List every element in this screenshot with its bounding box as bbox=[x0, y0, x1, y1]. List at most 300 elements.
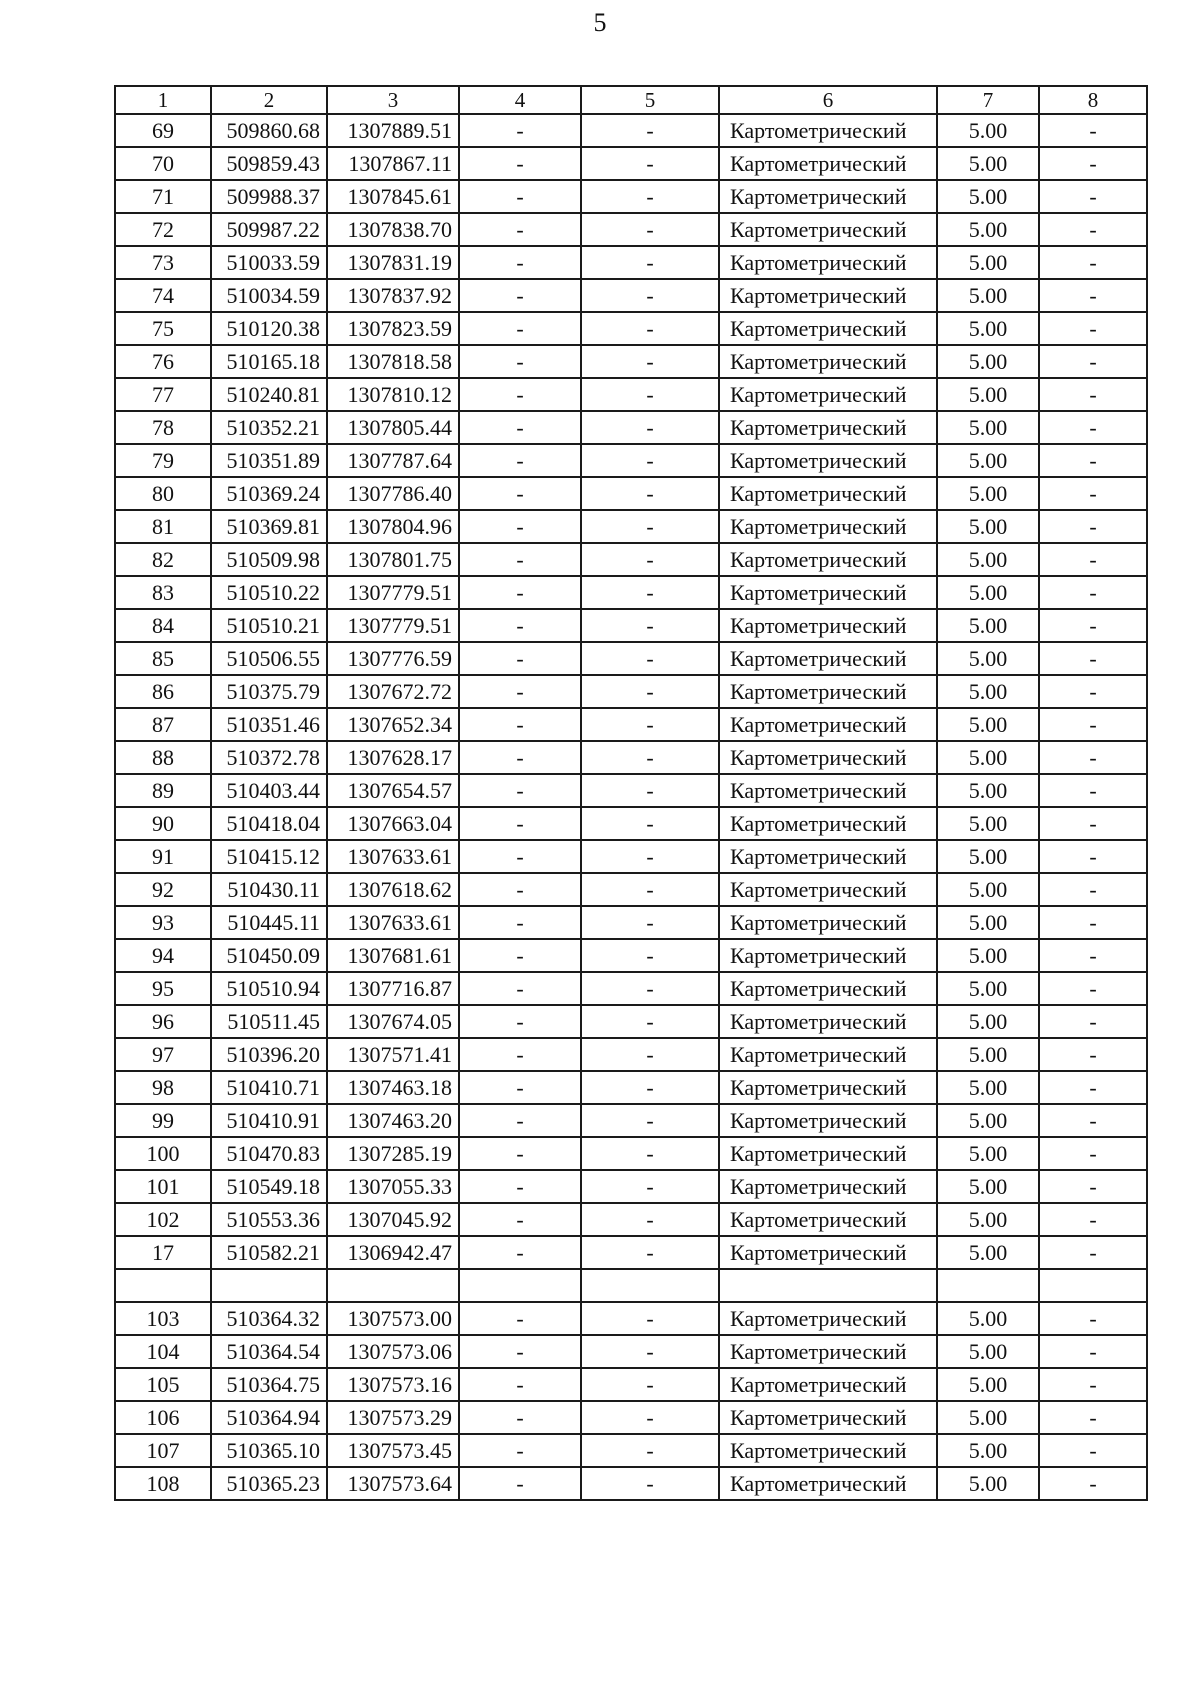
x-coordinate-cell: 510369.81 bbox=[211, 510, 327, 543]
y-coordinate-cell: 1307663.04 bbox=[327, 807, 459, 840]
point-number-cell: 17 bbox=[115, 1236, 211, 1269]
accuracy-cell bbox=[937, 1269, 1039, 1302]
method-cell: Картометрический bbox=[719, 1071, 937, 1104]
col5-cell: - bbox=[581, 708, 719, 741]
col4-cell: - bbox=[459, 312, 581, 345]
col5-cell: - bbox=[581, 1434, 719, 1467]
col4-cell: - bbox=[459, 840, 581, 873]
table-row bbox=[115, 444, 1147, 477]
x-coordinate-cell bbox=[211, 1269, 327, 1302]
method-cell: Картометрический bbox=[719, 114, 937, 147]
col5-cell: - bbox=[581, 147, 719, 180]
y-coordinate-cell: 1307838.70 bbox=[327, 213, 459, 246]
table-row bbox=[115, 774, 1147, 807]
accuracy-cell: 5.00 bbox=[937, 1335, 1039, 1368]
x-coordinate-cell: 510365.10 bbox=[211, 1434, 327, 1467]
x-coordinate-cell: 510415.12 bbox=[211, 840, 327, 873]
method-cell: Картометрический bbox=[719, 180, 937, 213]
col8-cell: - bbox=[1039, 477, 1147, 510]
x-coordinate-cell: 510396.20 bbox=[211, 1038, 327, 1071]
y-coordinate-cell: 1307633.61 bbox=[327, 840, 459, 873]
table-row bbox=[115, 114, 1147, 147]
table-row bbox=[115, 1104, 1147, 1137]
col5-cell: - bbox=[581, 675, 719, 708]
col5-cell bbox=[581, 1269, 719, 1302]
x-coordinate-cell: 510364.94 bbox=[211, 1401, 327, 1434]
col5-cell: - bbox=[581, 807, 719, 840]
y-coordinate-cell: 1307867.11 bbox=[327, 147, 459, 180]
col5-cell: - bbox=[581, 1302, 719, 1335]
header-cell-5: 5 bbox=[581, 86, 719, 114]
y-coordinate-cell: 1307779.51 bbox=[327, 609, 459, 642]
x-coordinate-cell: 510364.32 bbox=[211, 1302, 327, 1335]
col8-cell: - bbox=[1039, 510, 1147, 543]
y-coordinate-cell: 1307652.34 bbox=[327, 708, 459, 741]
point-number-cell: 93 bbox=[115, 906, 211, 939]
method-cell: Картометрический bbox=[719, 807, 937, 840]
method-cell: Картометрический bbox=[719, 1170, 937, 1203]
y-coordinate-cell: 1307804.96 bbox=[327, 510, 459, 543]
method-cell: Картометрический bbox=[719, 1302, 937, 1335]
col8-cell: - bbox=[1039, 1170, 1147, 1203]
y-coordinate-cell: 1307801.75 bbox=[327, 543, 459, 576]
x-coordinate-cell: 510430.11 bbox=[211, 873, 327, 906]
col5-cell: - bbox=[581, 873, 719, 906]
col5-cell: - bbox=[581, 741, 719, 774]
accuracy-cell: 5.00 bbox=[937, 1368, 1039, 1401]
method-cell: Картометрический bbox=[719, 1203, 937, 1236]
x-coordinate-cell: 510510.94 bbox=[211, 972, 327, 1005]
accuracy-cell: 5.00 bbox=[937, 411, 1039, 444]
header-cell-6: 6 bbox=[719, 86, 937, 114]
accuracy-cell: 5.00 bbox=[937, 1071, 1039, 1104]
method-cell: Картометрический bbox=[719, 411, 937, 444]
method-cell: Картометрический bbox=[719, 576, 937, 609]
x-coordinate-cell: 510351.89 bbox=[211, 444, 327, 477]
point-number-cell: 102 bbox=[115, 1203, 211, 1236]
method-cell: Картометрический bbox=[719, 774, 937, 807]
accuracy-cell: 5.00 bbox=[937, 279, 1039, 312]
table-row bbox=[115, 642, 1147, 675]
x-coordinate-cell: 509859.43 bbox=[211, 147, 327, 180]
accuracy-cell: 5.00 bbox=[937, 609, 1039, 642]
col5-cell: - bbox=[581, 1401, 719, 1434]
y-coordinate-cell: 1307463.20 bbox=[327, 1104, 459, 1137]
point-number-cell: 107 bbox=[115, 1434, 211, 1467]
col8-cell: - bbox=[1039, 774, 1147, 807]
accuracy-cell: 5.00 bbox=[937, 576, 1039, 609]
table-row bbox=[115, 1269, 1147, 1302]
x-coordinate-cell: 510582.21 bbox=[211, 1236, 327, 1269]
table-header bbox=[115, 86, 1147, 114]
method-cell: Картометрический bbox=[719, 708, 937, 741]
col8-cell: - bbox=[1039, 1401, 1147, 1434]
col5-cell: - bbox=[581, 972, 719, 1005]
method-cell: Картометрический bbox=[719, 1335, 937, 1368]
y-coordinate-cell: 1307573.29 bbox=[327, 1401, 459, 1434]
method-cell: Картометрический bbox=[719, 147, 937, 180]
x-coordinate-cell: 510553.36 bbox=[211, 1203, 327, 1236]
col8-cell: - bbox=[1039, 1071, 1147, 1104]
col5-cell: - bbox=[581, 1368, 719, 1401]
method-cell: Картометрический bbox=[719, 1137, 937, 1170]
y-coordinate-cell: 1307674.05 bbox=[327, 1005, 459, 1038]
x-coordinate-cell: 510352.21 bbox=[211, 411, 327, 444]
accuracy-cell: 5.00 bbox=[937, 807, 1039, 840]
col4-cell: - bbox=[459, 345, 581, 378]
point-number-cell: 76 bbox=[115, 345, 211, 378]
x-coordinate-cell: 509988.37 bbox=[211, 180, 327, 213]
x-coordinate-cell: 510506.55 bbox=[211, 642, 327, 675]
accuracy-cell: 5.00 bbox=[937, 312, 1039, 345]
table-row bbox=[115, 345, 1147, 378]
y-coordinate-cell bbox=[327, 1269, 459, 1302]
x-coordinate-cell: 510549.18 bbox=[211, 1170, 327, 1203]
table-row bbox=[115, 939, 1147, 972]
col5-cell: - bbox=[581, 840, 719, 873]
point-number-cell: 91 bbox=[115, 840, 211, 873]
col5-cell: - bbox=[581, 543, 719, 576]
accuracy-cell: 5.00 bbox=[937, 1302, 1039, 1335]
x-coordinate-cell: 510450.09 bbox=[211, 939, 327, 972]
table-row bbox=[115, 1038, 1147, 1071]
table-row bbox=[115, 1434, 1147, 1467]
col8-cell: - bbox=[1039, 873, 1147, 906]
col8-cell: - bbox=[1039, 147, 1147, 180]
y-coordinate-cell: 1307055.33 bbox=[327, 1170, 459, 1203]
col5-cell: - bbox=[581, 312, 719, 345]
table-row bbox=[115, 378, 1147, 411]
x-coordinate-cell: 510509.98 bbox=[211, 543, 327, 576]
method-cell: Картометрический bbox=[719, 543, 937, 576]
col4-cell: - bbox=[459, 1005, 581, 1038]
col8-cell: - bbox=[1039, 1038, 1147, 1071]
point-number-cell: 83 bbox=[115, 576, 211, 609]
accuracy-cell: 5.00 bbox=[937, 1434, 1039, 1467]
col8-cell: - bbox=[1039, 1203, 1147, 1236]
table-row bbox=[115, 708, 1147, 741]
method-cell: Картометрический bbox=[719, 873, 937, 906]
table-body bbox=[115, 114, 1147, 1500]
point-number-cell: 99 bbox=[115, 1104, 211, 1137]
accuracy-cell: 5.00 bbox=[937, 510, 1039, 543]
col4-cell: - bbox=[459, 1302, 581, 1335]
accuracy-cell: 5.00 bbox=[937, 939, 1039, 972]
point-number-cell: 101 bbox=[115, 1170, 211, 1203]
col5-cell: - bbox=[581, 180, 719, 213]
y-coordinate-cell: 1307573.16 bbox=[327, 1368, 459, 1401]
method-cell: Картометрический bbox=[719, 741, 937, 774]
table-row bbox=[115, 609, 1147, 642]
col5-cell: - bbox=[581, 906, 719, 939]
table-row bbox=[115, 1005, 1147, 1038]
method-cell: Картометрический bbox=[719, 1104, 937, 1137]
accuracy-cell: 5.00 bbox=[937, 906, 1039, 939]
table-row bbox=[115, 972, 1147, 1005]
col8-cell: - bbox=[1039, 939, 1147, 972]
y-coordinate-cell: 1307818.58 bbox=[327, 345, 459, 378]
table-row bbox=[115, 1137, 1147, 1170]
table-row bbox=[115, 180, 1147, 213]
col5-cell: - bbox=[581, 774, 719, 807]
table-row bbox=[115, 906, 1147, 939]
col4-cell: - bbox=[459, 1368, 581, 1401]
method-cell: Картометрический bbox=[719, 939, 937, 972]
col8-cell: - bbox=[1039, 1335, 1147, 1368]
accuracy-cell: 5.00 bbox=[937, 1104, 1039, 1137]
col8-cell: - bbox=[1039, 114, 1147, 147]
col4-cell: - bbox=[459, 510, 581, 543]
col4-cell: - bbox=[459, 741, 581, 774]
col5-cell: - bbox=[581, 1071, 719, 1104]
col4-cell: - bbox=[459, 411, 581, 444]
point-number-cell: 105 bbox=[115, 1368, 211, 1401]
col8-cell: - bbox=[1039, 411, 1147, 444]
col4-cell: - bbox=[459, 543, 581, 576]
point-number-cell: 82 bbox=[115, 543, 211, 576]
col4-cell: - bbox=[459, 1071, 581, 1104]
method-cell: Картометрический bbox=[719, 1236, 937, 1269]
accuracy-cell: 5.00 bbox=[937, 1203, 1039, 1236]
x-coordinate-cell: 510364.54 bbox=[211, 1335, 327, 1368]
accuracy-cell: 5.00 bbox=[937, 1467, 1039, 1500]
y-coordinate-cell: 1307776.59 bbox=[327, 642, 459, 675]
y-coordinate-cell: 1307463.18 bbox=[327, 1071, 459, 1104]
col4-cell: - bbox=[459, 873, 581, 906]
y-coordinate-cell: 1307889.51 bbox=[327, 114, 459, 147]
point-number-cell: 100 bbox=[115, 1137, 211, 1170]
col5-cell: - bbox=[581, 246, 719, 279]
method-cell: Картометрический bbox=[719, 906, 937, 939]
col5-cell: - bbox=[581, 114, 719, 147]
x-coordinate-cell: 510351.46 bbox=[211, 708, 327, 741]
page-number: 5 bbox=[593, 8, 607, 37]
col4-cell: - bbox=[459, 1335, 581, 1368]
accuracy-cell: 5.00 bbox=[937, 972, 1039, 1005]
point-number-cell: 92 bbox=[115, 873, 211, 906]
table-row bbox=[115, 807, 1147, 840]
col4-cell: - bbox=[459, 939, 581, 972]
col4-cell: - bbox=[459, 1038, 581, 1071]
table-row bbox=[115, 213, 1147, 246]
table-row bbox=[115, 543, 1147, 576]
col5-cell: - bbox=[581, 1335, 719, 1368]
col5-cell: - bbox=[581, 213, 719, 246]
y-coordinate-cell: 1307285.19 bbox=[327, 1137, 459, 1170]
table-row bbox=[115, 1071, 1147, 1104]
table-row bbox=[115, 741, 1147, 774]
point-number-cell: 87 bbox=[115, 708, 211, 741]
accuracy-cell: 5.00 bbox=[937, 840, 1039, 873]
col5-cell: - bbox=[581, 1236, 719, 1269]
accuracy-cell: 5.00 bbox=[937, 741, 1039, 774]
point-number-cell: 72 bbox=[115, 213, 211, 246]
table-row bbox=[115, 477, 1147, 510]
method-cell: Картометрический bbox=[719, 840, 937, 873]
method-cell: Картометрический bbox=[719, 675, 937, 708]
method-cell: Картометрический bbox=[719, 213, 937, 246]
col8-cell: - bbox=[1039, 180, 1147, 213]
col5-cell: - bbox=[581, 411, 719, 444]
col8-cell: - bbox=[1039, 1434, 1147, 1467]
table-row bbox=[115, 873, 1147, 906]
y-coordinate-cell: 1307573.45 bbox=[327, 1434, 459, 1467]
col4-cell: - bbox=[459, 1434, 581, 1467]
method-cell: Картометрический bbox=[719, 1368, 937, 1401]
point-number-cell: 70 bbox=[115, 147, 211, 180]
col8-cell: - bbox=[1039, 807, 1147, 840]
col4-cell: - bbox=[459, 576, 581, 609]
y-coordinate-cell: 1306942.47 bbox=[327, 1236, 459, 1269]
col4-cell: - bbox=[459, 477, 581, 510]
x-coordinate-cell: 509860.68 bbox=[211, 114, 327, 147]
y-coordinate-cell: 1307573.64 bbox=[327, 1467, 459, 1500]
y-coordinate-cell: 1307654.57 bbox=[327, 774, 459, 807]
col4-cell: - bbox=[459, 609, 581, 642]
y-coordinate-cell: 1307787.64 bbox=[327, 444, 459, 477]
col4-cell: - bbox=[459, 1401, 581, 1434]
col5-cell: - bbox=[581, 1170, 719, 1203]
accuracy-cell: 5.00 bbox=[937, 675, 1039, 708]
x-coordinate-cell: 510240.81 bbox=[211, 378, 327, 411]
col4-cell: - bbox=[459, 147, 581, 180]
col4-cell: - bbox=[459, 774, 581, 807]
point-number-cell: 89 bbox=[115, 774, 211, 807]
col5-cell: - bbox=[581, 1104, 719, 1137]
col8-cell: - bbox=[1039, 675, 1147, 708]
point-number-cell: 81 bbox=[115, 510, 211, 543]
point-number-cell: 69 bbox=[115, 114, 211, 147]
method-cell: Картометрический bbox=[719, 1467, 937, 1500]
table-row bbox=[115, 576, 1147, 609]
col4-cell: - bbox=[459, 114, 581, 147]
header-cell-8: 8 bbox=[1039, 86, 1147, 114]
table-row bbox=[115, 1467, 1147, 1500]
col8-cell: - bbox=[1039, 1302, 1147, 1335]
accuracy-cell: 5.00 bbox=[937, 1170, 1039, 1203]
col5-cell: - bbox=[581, 345, 719, 378]
col5-cell: - bbox=[581, 1038, 719, 1071]
header-cell-3: 3 bbox=[327, 86, 459, 114]
col5-cell: - bbox=[581, 1005, 719, 1038]
col8-cell: - bbox=[1039, 444, 1147, 477]
y-coordinate-cell: 1307716.87 bbox=[327, 972, 459, 1005]
x-coordinate-cell: 510365.23 bbox=[211, 1467, 327, 1500]
point-number-cell: 90 bbox=[115, 807, 211, 840]
col5-cell: - bbox=[581, 609, 719, 642]
method-cell: Картометрический bbox=[719, 972, 937, 1005]
x-coordinate-cell: 510410.91 bbox=[211, 1104, 327, 1137]
col8-cell: - bbox=[1039, 279, 1147, 312]
point-number-cell: 106 bbox=[115, 1401, 211, 1434]
method-cell: Картометрический bbox=[719, 1401, 937, 1434]
y-coordinate-cell: 1307786.40 bbox=[327, 477, 459, 510]
col8-cell: - bbox=[1039, 972, 1147, 1005]
header-cell-2: 2 bbox=[211, 86, 327, 114]
y-coordinate-cell: 1307779.51 bbox=[327, 576, 459, 609]
y-coordinate-cell: 1307672.72 bbox=[327, 675, 459, 708]
col4-cell bbox=[459, 1269, 581, 1302]
col8-cell: - bbox=[1039, 312, 1147, 345]
y-coordinate-cell: 1307810.12 bbox=[327, 378, 459, 411]
x-coordinate-cell: 510410.71 bbox=[211, 1071, 327, 1104]
col4-cell: - bbox=[459, 213, 581, 246]
table-row bbox=[115, 840, 1147, 873]
header-cell-7: 7 bbox=[937, 86, 1039, 114]
x-coordinate-cell: 510470.83 bbox=[211, 1137, 327, 1170]
point-number-cell: 79 bbox=[115, 444, 211, 477]
y-coordinate-cell: 1307845.61 bbox=[327, 180, 459, 213]
accuracy-cell: 5.00 bbox=[937, 147, 1039, 180]
point-number-cell: 74 bbox=[115, 279, 211, 312]
method-cell: Картометрический bbox=[719, 378, 937, 411]
col5-cell: - bbox=[581, 939, 719, 972]
y-coordinate-cell: 1307633.61 bbox=[327, 906, 459, 939]
col8-cell: - bbox=[1039, 1236, 1147, 1269]
col8-cell: - bbox=[1039, 609, 1147, 642]
accuracy-cell: 5.00 bbox=[937, 1236, 1039, 1269]
col4-cell: - bbox=[459, 378, 581, 411]
x-coordinate-cell: 510418.04 bbox=[211, 807, 327, 840]
col4-cell: - bbox=[459, 279, 581, 312]
coordinates-table bbox=[114, 85, 1148, 1501]
col5-cell: - bbox=[581, 1137, 719, 1170]
col8-cell: - bbox=[1039, 708, 1147, 741]
point-number-cell: 108 bbox=[115, 1467, 211, 1500]
col4-cell: - bbox=[459, 1236, 581, 1269]
method-cell: Картометрический bbox=[719, 1038, 937, 1071]
accuracy-cell: 5.00 bbox=[937, 1137, 1039, 1170]
x-coordinate-cell: 510364.75 bbox=[211, 1368, 327, 1401]
x-coordinate-cell: 510511.45 bbox=[211, 1005, 327, 1038]
y-coordinate-cell: 1307628.17 bbox=[327, 741, 459, 774]
col4-cell: - bbox=[459, 675, 581, 708]
col8-cell: - bbox=[1039, 1104, 1147, 1137]
point-number-cell: 86 bbox=[115, 675, 211, 708]
y-coordinate-cell: 1307618.62 bbox=[327, 873, 459, 906]
col4-cell: - bbox=[459, 1104, 581, 1137]
method-cell: Картометрический bbox=[719, 1434, 937, 1467]
table-row bbox=[115, 1401, 1147, 1434]
accuracy-cell: 5.00 bbox=[937, 1005, 1039, 1038]
y-coordinate-cell: 1307805.44 bbox=[327, 411, 459, 444]
x-coordinate-cell: 510369.24 bbox=[211, 477, 327, 510]
accuracy-cell: 5.00 bbox=[937, 1038, 1039, 1071]
point-number-cell: 85 bbox=[115, 642, 211, 675]
accuracy-cell: 5.00 bbox=[937, 873, 1039, 906]
point-number-cell: 77 bbox=[115, 378, 211, 411]
col5-cell: - bbox=[581, 510, 719, 543]
method-cell bbox=[719, 1269, 937, 1302]
table-row bbox=[115, 312, 1147, 345]
col8-cell: - bbox=[1039, 1467, 1147, 1500]
accuracy-cell: 5.00 bbox=[937, 345, 1039, 378]
col4-cell: - bbox=[459, 246, 581, 279]
accuracy-cell: 5.00 bbox=[937, 543, 1039, 576]
col4-cell: - bbox=[459, 444, 581, 477]
x-coordinate-cell: 510120.38 bbox=[211, 312, 327, 345]
col4-cell: - bbox=[459, 1137, 581, 1170]
accuracy-cell: 5.00 bbox=[937, 708, 1039, 741]
col8-cell: - bbox=[1039, 345, 1147, 378]
col5-cell: - bbox=[581, 1467, 719, 1500]
accuracy-cell: 5.00 bbox=[937, 378, 1039, 411]
col8-cell: - bbox=[1039, 246, 1147, 279]
x-coordinate-cell: 510034.59 bbox=[211, 279, 327, 312]
method-cell: Картометрический bbox=[719, 444, 937, 477]
col8-cell: - bbox=[1039, 840, 1147, 873]
col5-cell: - bbox=[581, 279, 719, 312]
